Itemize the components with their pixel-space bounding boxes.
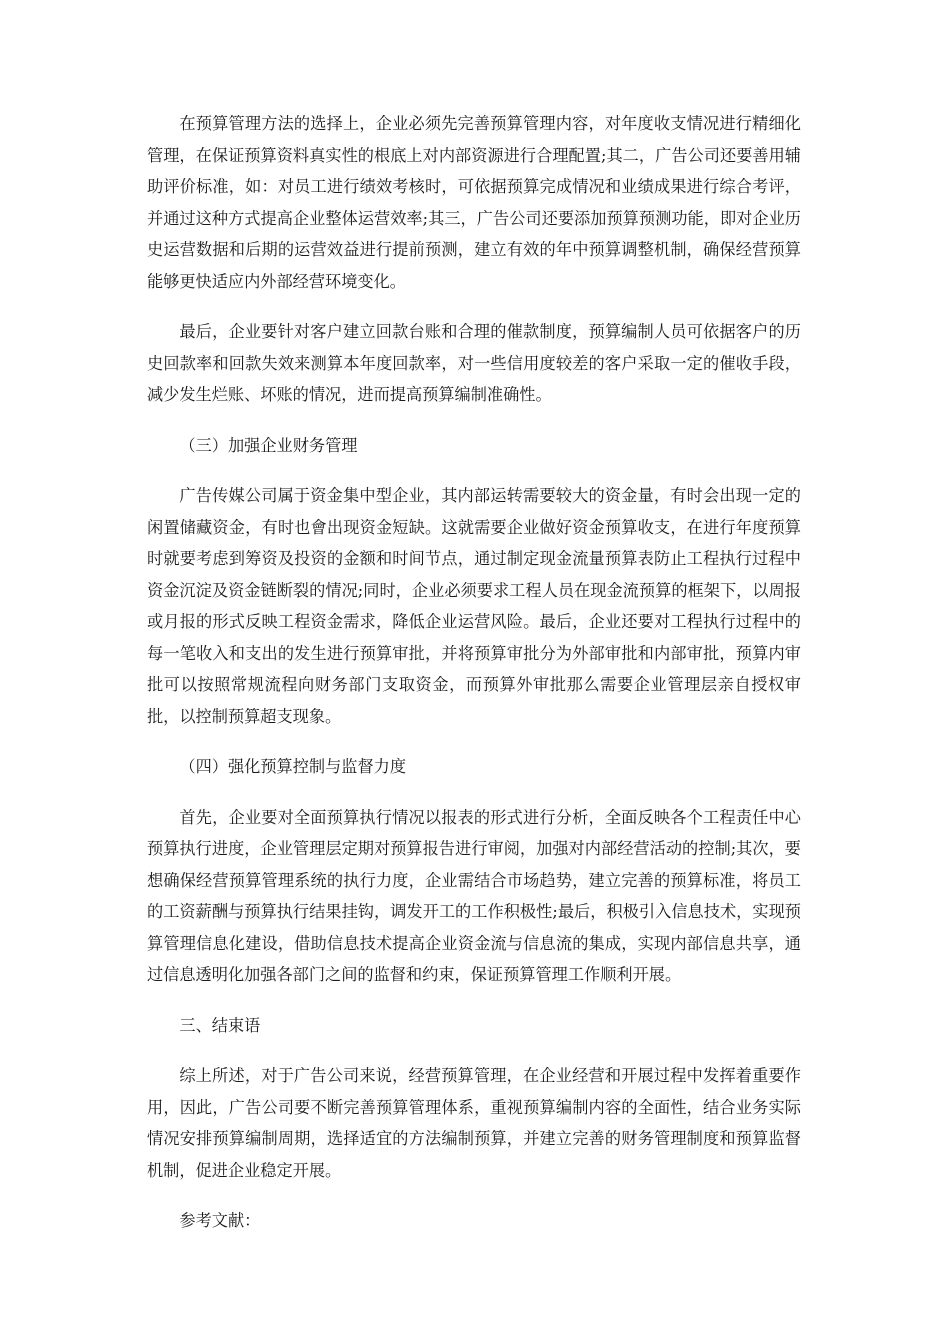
paragraph-budget-control: 首先，企业要对全面预算执行情况以报表的形式进行分析，全面反映各个工程责任中心预算执行进度，企业管理层定期对预算报告进行审阅，加强对内部经营活动的控制;其次，要想确保经营预算管理系统的执行力度，企业需结合市场趋势，建立完善的预算标准，将员工的工资薪酬与预算执行结果挂钩，调发开工的工作积极性;最后，积极引入信息技术，实现预算管理信息化建设，借助信息技术提高企业资金流与信息流的集成，实现内部信息共享，通过信息透明化加强各部门之间的监督和约束，保证预算管理工作顺利开展。 [147, 807, 801, 984]
section-heading-conclusion: 三、结束语 [179, 1015, 261, 1035]
section-heading-financial-management: （三）加强企业财务管理 [179, 435, 358, 455]
paragraph-financial-management: 广告传媒公司属于资金集中型企业，其内部运转需要较大的资金量，有时会出现一定的闲置储藏资金，有时也會出现资金短缺。这就需要企业做好资金预算收支，在进行年度预算时就要考虑到筹资及投资的金额和时间节点，通过制定现金流量预算表防止工程执行过程中资金沉淀及资金链断裂的情况;同时，企业必须要求工程人员在现金流预算的框架下，以周报或月报的形式反映工程资金需求，降低企业运营风险。最后，企业还要对工程执行过程中的每一笔收入和支出的发生进行预算审批，并将预算审批分为外部审批和内部审批，预算内审批可以按照常规流程向财务部门支取资金，而预算外审批那么需要企业管理层亲自授权审批，以控制预算超支现象。 [147, 486, 801, 726]
paragraph-conclusion: 综上所述，对于广告公司来说，经营预算管理，在企业经营和开展过程中发挥着重要作用，因此，广告公司要不断完善预算管理体系，重视预算编制内容的全面性，结合业务实际情况安排预算编制周期，选择适宜的方法编制预算，并建立完善的财务管理制度和预算监督机制，促进企业稳定开展。 [147, 1066, 801, 1180]
paragraph-collections: 最后，企业要针对客户建立回款台账和合理的催款制度，预算编制人员可依据客户的历史回款率和回款失效来测算本年度回款率，对一些信用度较差的客户采取一定的催收手段，减少发生烂账、坏账的情况，进而提高预算编制准确性。 [147, 322, 801, 404]
section-heading-budget-control: （四）强化预算控制与监督力度 [179, 757, 407, 776]
document-body [147, 108, 801, 1256]
references-heading: 参考文献： [179, 1211, 261, 1230]
paragraph-budget-methods: 在预算管理方法的选择上，企业必须先完善预算管理内容，对年度收支情况进行精细化管理，在保证预算资料真实性的根底上对内部资源进行合理配置;其二，广告公司还要善用辅助评价标准，如：对员工进行绩效考核时，可依据预算完成情况和业绩成果进行综合考评，并通过这种方式提高企业整体运营效率;其三，广告公司还要添加预算预测功能，即对企业历史运营数据和后期的运营效益进行提前预测，建立有效的年中预算调整机制，确保经营预算能够更快适应内外部经营环境变化。 [147, 114, 801, 291]
